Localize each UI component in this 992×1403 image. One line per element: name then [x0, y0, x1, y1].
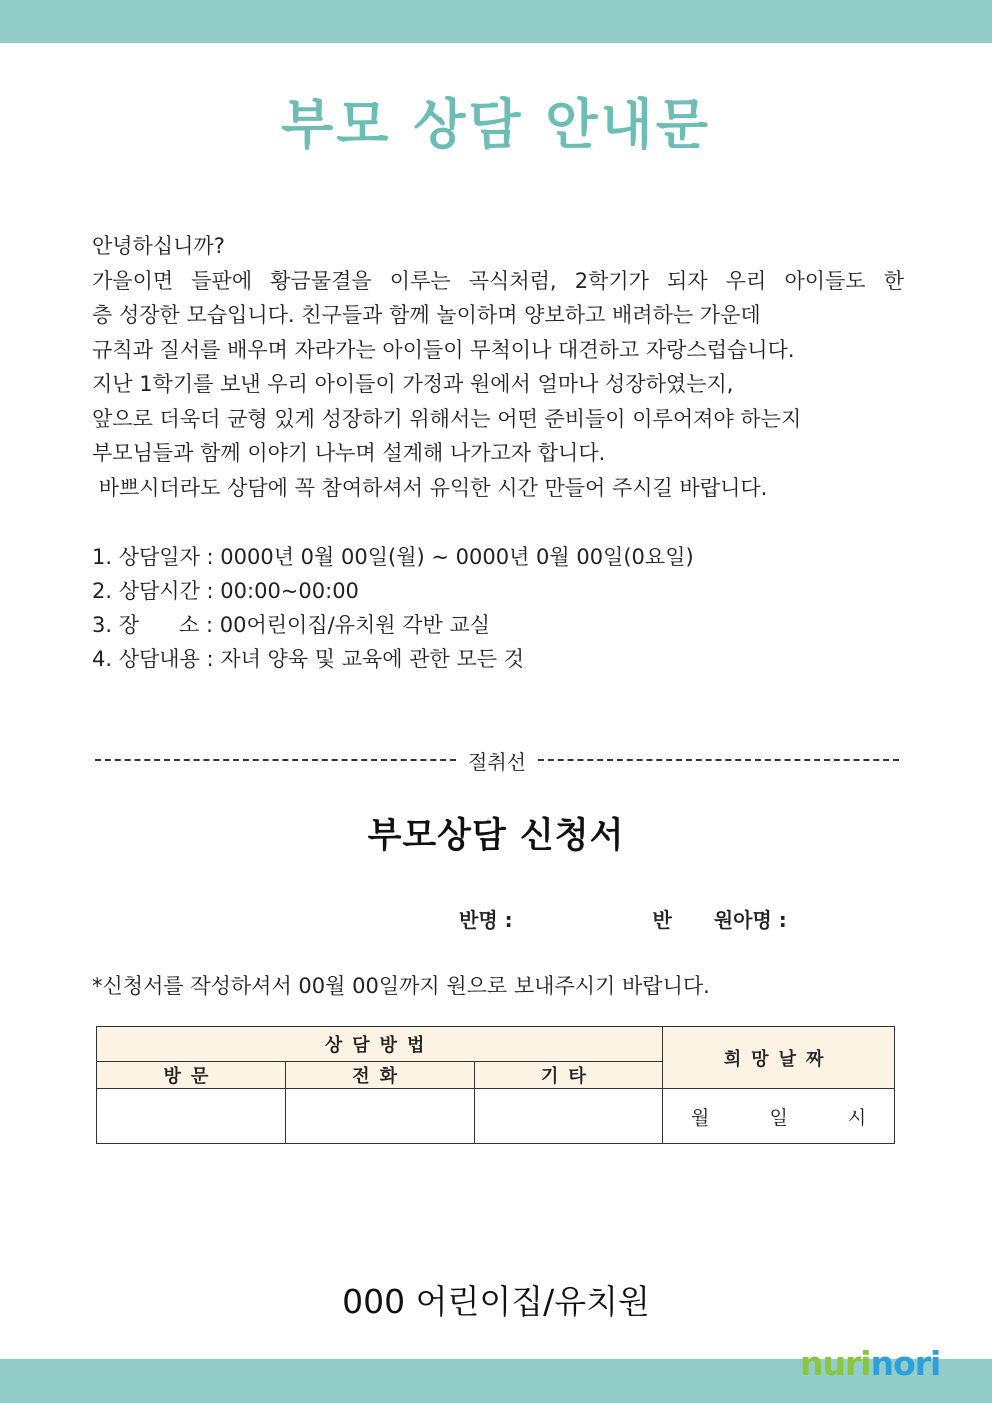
nurinori-logo-text: nurinori — [800, 1344, 941, 1383]
date-header: 희망날짜 — [663, 1027, 895, 1089]
method-visit-header: 방문 — [97, 1062, 286, 1089]
info-place: 3. 장 소 : 00어린이집/유치원 각반 교실 — [92, 613, 491, 637]
consultation-info-list — [92, 540, 892, 676]
intro-line: 앞으로 더욱더 균형 있게 성장하기 위해서는 어떤 준비들이 이루어져야 하는지 — [92, 406, 802, 431]
intro-line: 층 성장한 모습입니다. 친구들과 함께 놀이하며 양보하고 배려하는 가운데 — [92, 303, 761, 327]
cut-dash-right — [538, 759, 899, 761]
date-hour-unit: 시 — [847, 1106, 867, 1129]
date-day-unit: 일 — [769, 1106, 788, 1129]
method-phone-header: 전화 — [285, 1062, 474, 1089]
class-info-line — [459, 904, 787, 933]
application-table — [96, 1026, 895, 1144]
info-date: 1. 상담일자 : 0000년 0월 00일(월) ~ 0000년 0월 00일(0요일) — [92, 545, 694, 569]
child-name-label: 원아명 : — [713, 908, 787, 932]
page-title: 부모 상담 안내문 — [281, 93, 711, 156]
submission-notice: *신청서를 작성하셔서 00월 00일까지 원으로 보내주시기 바랍니다. — [92, 974, 710, 998]
method-header: 상담방법 — [97, 1027, 663, 1062]
method-other-header: 기타 — [474, 1062, 663, 1089]
intro-line: 지난 1학기를 보낸 우리 아이들이 가정과 원에서 얼마나 성장하였는지, — [92, 372, 734, 396]
method-visit-cell[interactable] — [97, 1089, 286, 1144]
cut-dash-left — [95, 759, 456, 761]
intro-line: 부모님들과 함께 이야기 나누며 설계해 나가고자 합니다. — [92, 441, 606, 465]
intro-line: 안녕하십니까? — [92, 234, 225, 258]
nurinori-logo — [800, 1344, 948, 1384]
intro-line: 바쁘시더라도 상담에 꼭 참여하셔서 유익한 시간 만들어 주시길 바랍니다. — [92, 475, 768, 500]
cut-line-label: 절취선 — [468, 749, 526, 774]
form-title: 부모상담 신청서 — [367, 816, 625, 856]
class-suffix: 반 — [652, 908, 672, 932]
intro-line: 가을이면 들판에 황금물결을 이루는 곡식처럼, 2학기가 되자 우리 아이들도 한 — [92, 268, 904, 293]
method-phone-cell[interactable] — [285, 1089, 474, 1144]
method-other-cell[interactable] — [474, 1089, 663, 1144]
info-time: 2. 상담시간 : 00:00~00:00 — [92, 579, 359, 603]
date-month-unit: 월 — [690, 1106, 710, 1129]
desired-date-cell[interactable] — [663, 1089, 895, 1144]
top-band — [0, 0, 992, 43]
info-content: 4. 상담내용 : 자녀 양육 및 교육에 관한 모든 것 — [92, 647, 525, 671]
intro-paragraph — [92, 229, 904, 505]
cut-line — [95, 745, 899, 775]
institution-name: 000 어린이집/유치원 — [342, 1282, 650, 1321]
intro-line: 규칙과 질서를 배우며 자라가는 아이들이 무척이나 대견하고 자랑스럽습니다. — [92, 337, 795, 362]
class-label: 반명 : — [459, 908, 513, 932]
